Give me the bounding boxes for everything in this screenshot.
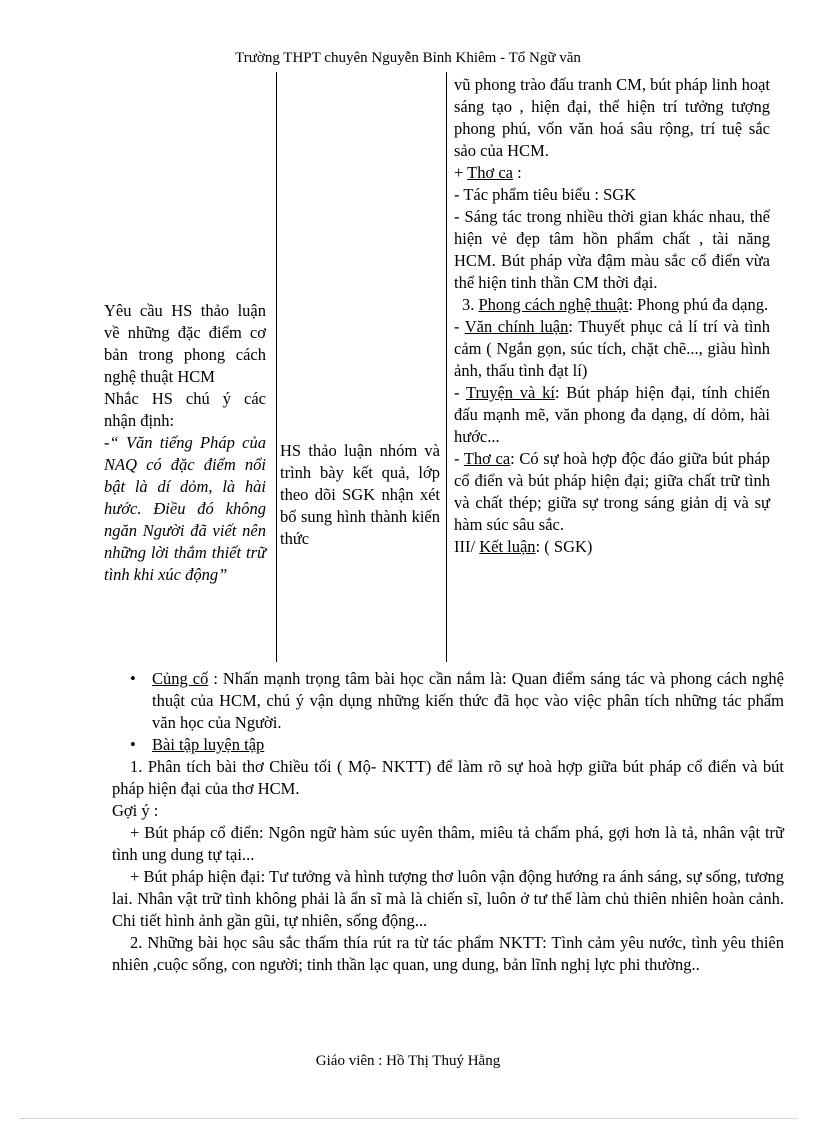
goi-y-label: Gợi ý : [112, 801, 159, 820]
student-activity-column [280, 440, 440, 550]
vcl-prefix: - [454, 317, 465, 336]
thoca-prefix: + [454, 163, 468, 182]
sangtac-paragraph: - Sáng tác trong nhiều thời gian khác nhau, thể hiện vẻ đẹp tâm hồn phẩm chất , tài năng HCM. Bút pháp vừa đậm màu sắc cổ điển vừa thể hiện tinh thần CM thời đại. [454, 207, 770, 292]
vcl-label: Văn chính luận [464, 317, 569, 336]
thoca-label: Thơ ca [467, 163, 513, 182]
reminder-note: Nhắc HS chú ý các nhận định: [104, 389, 266, 430]
tho-ca-style [454, 448, 770, 536]
co-dien-hint: + Bút pháp cổ điển: Ngôn ngữ hàm súc uyên thâm, miêu tả chấm phá, gợi hơn là tả, nhân vật trữ tình ung dung tự tại... [112, 823, 784, 864]
tk-prefix: - [454, 383, 466, 402]
content-column [454, 74, 770, 558]
truyen-ki [454, 382, 770, 448]
table-divider-right [446, 72, 447, 662]
intro-paragraph: vũ phong trào đấu tranh CM, bút pháp linh hoạt sáng tạo , hiện đại, thể hiện trí tưởng tượng phong phú, vốn văn hoá sâu rộng, trí tuệ sắc sảo của HCM. [454, 75, 770, 160]
student-activity-text: HS thảo luận nhóm và trình bày kết quả, lớp theo dõi SGK nhận xét bổ sung hình thành kiến thức [280, 441, 440, 548]
bullet-icon: • [130, 669, 136, 688]
phong-cach-heading [454, 294, 770, 316]
quote-text: -“ Văn tiếng Pháp của NAQ có đặc điểm nổi bật là dí dỏm, là hài hước. Điều đó không ngăn Người đã viết nên những lời thắm thiết trữ tình khi xúc động” [104, 433, 266, 584]
question-2: 2. Những bài học sâu sắc thấm thía rút ra từ tác phẩm NKTT: Tình cảm yêu nước, tình yêu thiên nhiên ,cuộc sống, con người; tinh thần lạc quan, ung dung, bản lĩnh nghị lực phi thường.. [112, 933, 784, 974]
thoca-suffix: : [512, 163, 522, 182]
pc-label: Phong cách nghệ thuật [478, 295, 629, 314]
tc-text: : Có sự hoà hợp độc đáo giữa bút pháp cổ điển và bút pháp hiện đại; giữa chất trữ tình và chất thép; giữa sự trong sáng giản dị và sự hàm súc sâu sắc. [454, 449, 770, 534]
tacpham-line: - Tác phẩm tiêu biểu : SGK [454, 185, 637, 204]
vcl-text: : Thuyết phục cả lí trí và tình cảm ( Ngắn gọn, súc tích, chặt chẽ..., giàu hình ảnh, thấu tình đạt lí) [454, 317, 770, 380]
page-bottom-border [20, 1118, 796, 1119]
bullet-icon: • [130, 735, 136, 754]
cung-co-text: : Nhấn mạnh trọng tâm bài học cần nắm là: Quan điểm sáng tác và phong cách nghệ thuật của HCM, chú ý vận dụng những kiến thức đã học vào việc phân tích những tác phẩm văn học của Người. [152, 669, 784, 732]
hien-dai-hint: + Bút pháp hiện đại: Tư tưởng và hình tượng thơ luôn vận động hướng ra ánh sáng, sự sống, tương lai. Nhân vật trữ tình không phải là ẩn sĩ mà là chiến sĩ, luôn ở tư thế làm chủ thiên nhiên hoàn cảnh. Chi tiết hình ảnh gần gũi, tự nhiên, sống động... [112, 867, 784, 930]
ket-luan [454, 536, 770, 558]
van-chinh-luan [454, 316, 770, 382]
pc-text: : Phong phú đa dạng. [628, 295, 769, 314]
kl-text: : ( SGK) [535, 537, 593, 556]
discussion-request: Yêu cầu HS thảo luận về những đặc điểm cơ bản trong phong cách nghệ thuật HCM [104, 301, 266, 386]
cung-co-item [112, 668, 784, 734]
tk-text: : Bút pháp hiện đại, tính chiến đấu mạnh mẽ, văn phong đa dạng, dí dỏm, hài hước... [454, 383, 770, 446]
bai-tap-label: Bài tập luyện tập [152, 735, 265, 754]
question-1: 1. Phân tích bài thơ Chiều tối ( Mộ- NKTT) để làm rõ sự hoà hợp giữa bút pháp cổ điển và bút pháp hiện đại của thơ HCM. [112, 757, 784, 798]
cung-co-label: Củng cố [152, 669, 209, 688]
page-footer: Giáo viên : Hồ Thị Thuý Hằng [315, 1053, 501, 1069]
page-header: Trường THPT chuyên Nguyễn Bỉnh Khiêm - Tổ Ngữ văn [235, 50, 581, 66]
teacher-activity-column [104, 300, 266, 586]
kl-label: Kết luận [479, 537, 536, 556]
thoca-heading [454, 162, 770, 184]
pc-prefix: 3. [462, 295, 479, 314]
bottom-section [112, 668, 784, 976]
tk-label: Truyện và kí [465, 383, 555, 402]
bai-tap-item [112, 734, 784, 756]
tc-prefix: - [454, 449, 464, 468]
tc-label: Thơ ca [463, 449, 511, 468]
kl-prefix: III/ [454, 537, 480, 556]
table-divider-left [276, 72, 277, 662]
